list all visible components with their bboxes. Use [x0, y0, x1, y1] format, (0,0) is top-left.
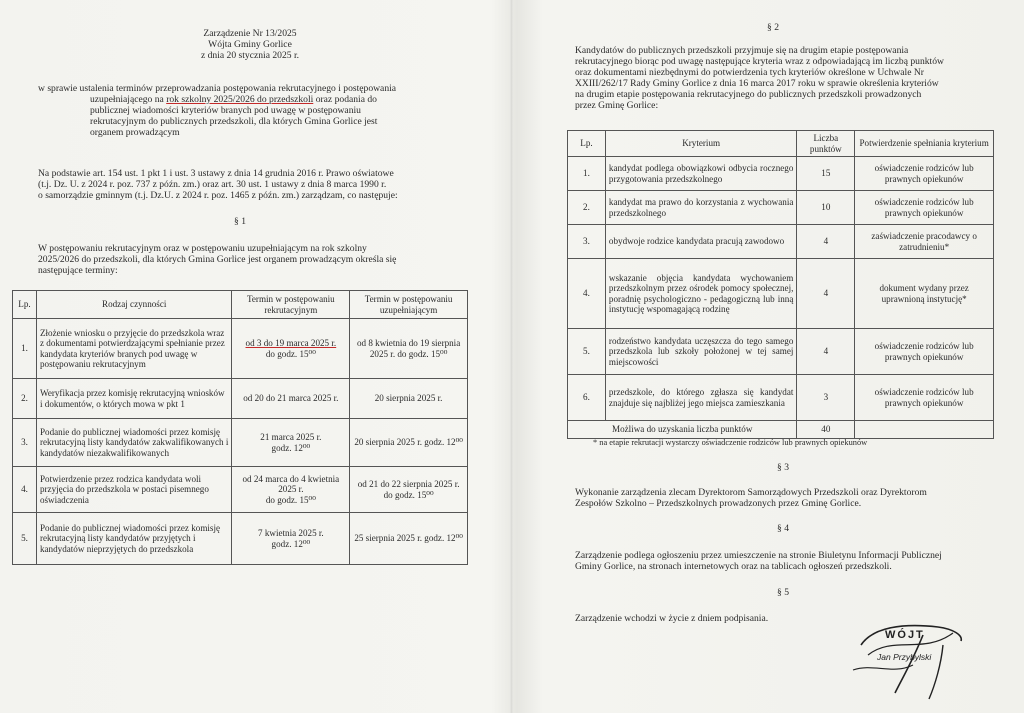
row-points: 4	[797, 259, 855, 329]
basis-line-3: o samorządzie gminnym (t.j. Dz.U. z 2024 r. poz. 1465 z późn. zm.) zarządzam, co następuje:	[38, 190, 398, 201]
s3-line-1: Wykonanie zarządzenia zlecam Dyrektorom Samorządowych Przedszkoli oraz Dyrektorom	[575, 487, 927, 498]
row-criterion: przedszkole, do którego zgłasza się kandydat znajduje się najbliżej jego miejsca zamieszkania	[605, 375, 796, 421]
table-row	[568, 191, 994, 225]
row-proof: oświadczenie rodziców lub prawnych opiekunów	[855, 375, 994, 421]
table-row	[568, 259, 994, 329]
schedule-header-row	[13, 291, 468, 319]
total-row	[568, 421, 994, 439]
row-activity: Potwierdzenie przez rodzica kandydata woli przyjęcia do przedszkola w postaci pisemnego oświadczenia	[36, 467, 232, 513]
row-criterion: wskazanie objęcia kandydata wychowaniem przedszkolnym przez ośrodek pomocy społecznej, poradnię psychologiczno - pedagogiczną lub inną instytucję wspomagającą rodzinę	[605, 259, 796, 329]
row-criterion: kandydat ma prawo do korzystania z wychowania przedszkolnego	[605, 191, 796, 225]
row-proof: zaświadczenie pracodawcy o zatrudnieniu*	[855, 225, 994, 259]
row-lp: 5.	[13, 513, 37, 565]
section-5-heading: § 5	[777, 587, 789, 598]
row-term2: od 8 kwietnia do 19 sierpnia 2025 r. do godz. 15⁰⁰	[350, 319, 468, 379]
s2-line-3: oraz dokumentami niezbędnymi do potwierdzenia tych kryteriów określone w Uchwale Nr	[575, 67, 924, 78]
row-term1-date: 21 marca 2025 r.	[260, 432, 322, 443]
row-term1-time: godz. 12⁰⁰	[271, 538, 311, 549]
col-term-supplementary: Termin w postępowaniu uzupełniającym	[350, 291, 468, 319]
table-row	[568, 157, 994, 191]
col-criterion: Kryterium	[605, 131, 796, 157]
table-row	[13, 467, 468, 513]
s2-line-4: XXIII/262/17 Rady Gminy Gorlice z dnia 16 marca 2017 roku w sprawie określenia kryteriów	[575, 78, 939, 89]
col-lp: Lp.	[568, 131, 606, 157]
row-criterion: kandydat podlega obowiązkowi odbycia rocznego przygotowania przedszkolnego	[605, 157, 796, 191]
total-empty-cell	[855, 421, 994, 439]
row-proof: oświadczenie rodziców lub prawnych opiekunów	[855, 157, 994, 191]
row-lp: 4.	[13, 467, 37, 513]
total-label: Możliwa do uzyskania liczba punktów	[568, 421, 797, 439]
col-activity: Rodzaj czynności	[36, 291, 232, 319]
stamp-name: Jan Przybylski	[877, 652, 932, 662]
basis-line-1: Na podstawie art. 154 ust. 1 pkt 1 i ust. 3 ustawy z dnia 14 grudnia 2016 r. Prawo oświatowe	[38, 168, 394, 179]
row-term1-date: od 24 marca do 4 kwietnia 2025 r.	[242, 473, 340, 495]
row-term1-time: do godz. 15⁰⁰	[265, 494, 316, 505]
row-lp: 5.	[568, 329, 606, 375]
row-lp: 3.	[13, 419, 37, 467]
s3-line-2: Zespołów Szkolno – Przedszkolnych prowadzonych przez Gminę Gorlice.	[575, 498, 862, 509]
subject-line-2	[38, 94, 458, 105]
section-5-text: Zarządzenie wchodzi w życie z dniem podpisania.	[575, 613, 769, 624]
s4-line-1: Zarządzenie podlega ogłoszeniu przez umieszczenie na stronie Biuletynu Informacji Publicznej	[575, 550, 942, 561]
right-page	[513, 0, 1024, 713]
header-line-3: z dnia 20 stycznia 2025 r.	[200, 50, 300, 61]
row-criterion: obydwoje rodzice kandydata pracują zawodowo	[605, 225, 796, 259]
subject-line-4: rekrutacyjnym do publicznych przedszkoli, dla których Gmina Gorlice jest	[90, 116, 378, 127]
row-points: 4	[797, 225, 855, 259]
row-activity: Złożenie wniosku o przyjęcie do przedszkola wraz z dokumentami potwierdzającymi spełnianie przez kandydata kryteriów branych pod uwagę w postępowaniu rekrutacyjnym	[36, 319, 232, 379]
row-points: 4	[797, 329, 855, 375]
header-line-2: Wójta Gminy Gorlice	[208, 39, 292, 50]
section-3-text	[575, 487, 1005, 509]
row-proof: oświadczenie rodziców lub prawnych opiekunów	[855, 329, 994, 375]
criteria-header-row	[568, 131, 994, 157]
row-term1	[232, 419, 350, 467]
row-lp: 1.	[568, 157, 606, 191]
row-points: 10	[797, 191, 855, 225]
row-term1	[232, 467, 350, 513]
s2-line-5: na drugim etapie postępowania rekrutacyjnego do publicznych przedszkoli prowadzonych	[575, 89, 922, 100]
header-line-1: Zarządzenie Nr 13/2025	[203, 28, 297, 39]
schedule-table	[12, 290, 468, 565]
row-term2: 20 sierpnia 2025 r. godz. 12⁰⁰	[350, 419, 468, 467]
total-value: 40	[797, 421, 855, 439]
row-lp: 1.	[13, 319, 37, 379]
subject-line-1: w sprawie ustalenia terminów przeprowadzania postępowania rekrutacyjnego i postępowania	[38, 83, 397, 94]
subject-line-2a: uzupełniającego na	[90, 94, 164, 105]
row-criterion: rodzeństwo kandydata uczęszcza do tego samego przedszkola lub szkoły położonej w tej samej miejscowości	[605, 329, 796, 375]
subject-line-5: organem prowadzącym	[90, 127, 180, 138]
row-term2: 20 sierpnia 2025 r.	[350, 379, 468, 419]
col-lp: Lp.	[13, 291, 37, 319]
table-row	[13, 319, 468, 379]
table-row	[13, 419, 468, 467]
s1-line-1: W postępowaniu rekrutacyjnym oraz w postępowaniu uzupełniającym na rok szkolny	[38, 243, 367, 254]
term1-dates-highlight: od 3 do 19 marca 2025 r.	[245, 338, 337, 349]
school-year-highlight: rok szkolny 2025/2026 do przedszkoli	[166, 94, 314, 105]
row-lp: 2.	[568, 191, 606, 225]
legal-basis	[38, 168, 458, 201]
row-activity: Podanie do publicznej wiadomości przez komisję rekrutacyjną listy kandydatów zakwalifikowanych i kandydatów niezakwalifikowanych	[36, 419, 232, 467]
ordinance-header	[150, 28, 350, 61]
row-lp: 4.	[568, 259, 606, 329]
left-page	[0, 0, 510, 713]
row-term1	[232, 513, 350, 565]
subject-block	[38, 83, 458, 138]
section-2-text	[575, 45, 995, 111]
subject-line-2c: oraz podania do	[315, 94, 377, 105]
table-row	[568, 329, 994, 375]
row-activity: Podanie do publicznej wiadomości przez komisję rekrutacyjną listy kandydatów przyjętych i kandydatów nieprzyjętych do przedszkola	[36, 513, 232, 565]
criteria-table	[567, 130, 994, 439]
row-term1-date: 7 kwietnia 2025 r.	[258, 528, 324, 539]
table-row	[13, 379, 468, 419]
row-lp: 3.	[568, 225, 606, 259]
col-term-recruitment: Termin w postępowaniu rekrutacyjnym	[232, 291, 350, 319]
row-proof: oświadczenie rodziców lub prawnych opiekunów	[855, 191, 994, 225]
s1-line-3: następujące terminy:	[38, 265, 118, 276]
row-lp: 2.	[13, 379, 37, 419]
signature-stamp	[843, 615, 993, 705]
row-term1	[232, 319, 350, 379]
table-row	[568, 375, 994, 421]
section-4-text	[575, 550, 1005, 572]
row-proof: dokument wydany przez uprawnioną instytucję*	[855, 259, 994, 329]
row-points: 15	[797, 157, 855, 191]
row-term2: 25 sierpnia 2025 r. godz. 12⁰⁰	[350, 513, 468, 565]
row-term1-date: od 20 do 21 marca 2025 r.	[243, 393, 339, 404]
row-term2: od 21 do 22 sierpnia 2025 r. do godz. 15⁰⁰	[350, 467, 468, 513]
col-points: Liczba punktów	[797, 131, 855, 157]
s1-line-2: 2025/2026 do przedszkoli, dla których Gmina Gorlice jest organem prowadzącym określa się	[38, 254, 397, 265]
subject-line-3: publicznej wiadomości kryteriów branych pod uwagę w postępowaniu	[90, 105, 361, 116]
table-row	[568, 225, 994, 259]
basis-line-2: (t.j. Dz. U. z 2024 r. poz. 737 z późn. zm.) oraz art. 30 ust. 1 ustawy z dnia 8 marca 1990 r.	[38, 179, 387, 190]
row-term1	[232, 379, 350, 419]
row-points: 3	[797, 375, 855, 421]
s4-line-2: Gminy Gorlice, na stronach internetowych oraz na tablicach ogłoszeń przedszkoli.	[575, 561, 892, 572]
row-term1-time: godz. 12⁰⁰	[271, 442, 311, 453]
section-4-heading: § 4	[777, 523, 789, 534]
s2-line-1: Kandydatów do publicznych przedszkoli przyjmuje się na drugim etapie postępowania	[575, 45, 909, 56]
col-proof: Potwierdzenie spełniania kryterium	[855, 131, 994, 157]
row-lp: 6.	[568, 375, 606, 421]
s2-line-6: przez Gminę Gorlice:	[575, 100, 659, 111]
section-2-heading: § 2	[767, 22, 779, 33]
table-row	[13, 513, 468, 565]
row-activity: Weryfikacja przez komisję rekrutacyjną wniosków i dokumentów, o których mowa w pkt 1	[36, 379, 232, 419]
stamp-title: WÓJT	[885, 629, 925, 641]
section-3-heading: § 3	[777, 462, 789, 473]
footnote: * na etapie rekrutacji wystarczy oświadczenie rodziców lub prawnych opiekunów	[593, 438, 868, 447]
section-1-heading: § 1	[234, 216, 246, 227]
s2-line-2: rekrutacyjnego biorąc pod uwagę następujące kryteria wraz z odpowiadającą im liczbą punktów	[575, 56, 944, 67]
section-1-text	[38, 243, 458, 276]
row-term1-time: do godz. 15⁰⁰	[265, 348, 316, 359]
